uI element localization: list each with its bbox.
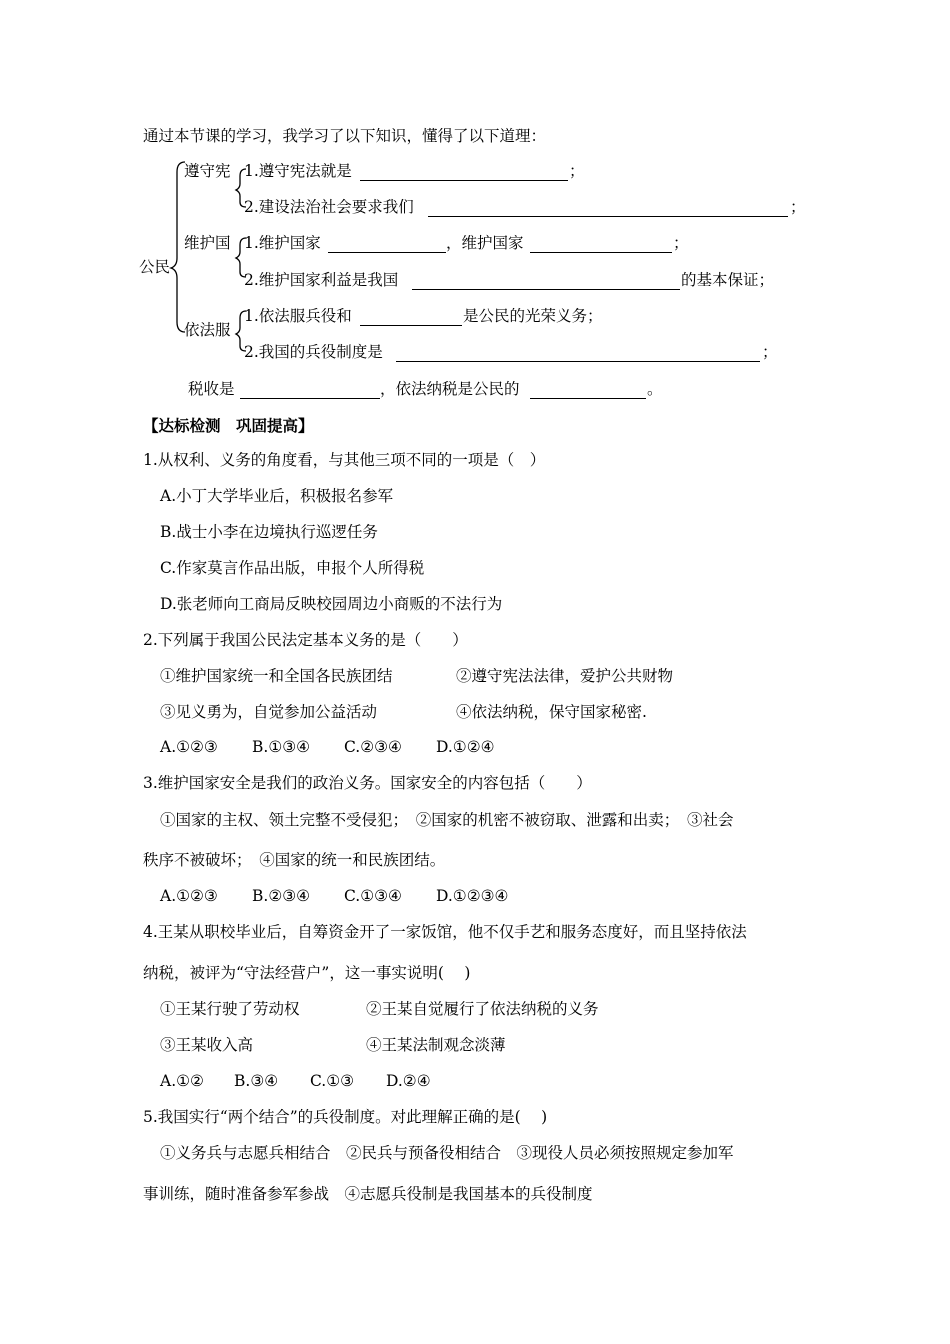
question-2-choice-c[interactable]: C.②③④ [344,738,402,756]
branch2-item1-tail: ； [673,234,689,252]
question-2-choice-b[interactable]: B.①③④ [252,738,311,756]
question-2-item-4: ④依法纳税，保守国家秘密. [456,703,647,721]
question-1-option-c[interactable]: C.作家莫言作品出版，申报个人所得税 [160,559,425,577]
question-5-stem: 5.我国实行“两个结合”的兵役制度。对此理解正确的是( ) [143,1108,548,1126]
question-2-item-3: ③见义勇为，自觉参加公益活动 [160,703,378,721]
branch1-item1-text: 1.遵守宪法就是 [244,162,352,180]
tax-tail: 。 [647,380,663,398]
section-title: 【达标检测 巩固提高】 [143,416,314,435]
question-2-stem: 2.下列属于我国公民法定基本义务的是（ ） [143,631,468,649]
blank-field[interactable] [360,325,462,326]
question-4-item-4: ④王某法制观念淡薄 [366,1036,506,1054]
branch1-item2-tail: ； [790,198,806,216]
question-4-stem-line1: 4.王某从职校毕业后，自筹资金开了一家饭馆，他不仅手艺和服务态度好，而且坚持依法 [143,923,747,941]
branch3-item2-tail: ； [762,343,778,361]
branch3-item1-text: 1.依法服兵役和 [244,307,352,325]
branch1-item1-tail: ； [569,162,585,180]
branch2-item1-mid: ，维护国家 [446,234,524,252]
question-1-option-d[interactable]: D.张老师向工商局反映校园周边小商贩的不法行为 [160,595,503,613]
branch-label-1: 遵守宪 [184,162,231,180]
question-4-choice-d[interactable]: D.②④ [386,1072,431,1090]
branch-label-2: 维护国 [184,234,231,252]
blank-field[interactable] [530,252,672,253]
question-3-choice-a[interactable]: A.①②③ [160,887,218,905]
branch1-item2-text: 2.建设法治社会要求我们 [244,198,414,216]
question-3-choice-b[interactable]: B.②③④ [252,887,311,905]
blank-field[interactable] [530,398,646,399]
question-3-stem: 3.维护国家安全是我们的政治义务。国家安全的内容包括（ ） [143,774,592,792]
question-3-items-line2: 秩序不被破坏； ④国家的统一和民族团结。 [143,851,446,869]
branch2-item1-text: 1.维护国家 [244,234,321,252]
question-4-choice-b[interactable]: B.③④ [234,1072,279,1090]
intro-text: 通过本节课的学习，我学习了以下知识，懂得了以下道理： [143,127,547,145]
summary-root: 公民 [139,258,171,276]
question-2-choice-a[interactable]: A.①②③ [160,738,218,756]
summary-brackets [0,0,950,400]
question-1-option-a[interactable]: A.小丁大学毕业后，积极报名参军 [160,487,394,505]
question-4-choice-a[interactable]: A.①② [160,1072,204,1090]
blank-field[interactable] [328,252,446,253]
question-4-item-2: ②王某自觉履行了依法纳税的义务 [366,1000,599,1018]
blank-field[interactable] [428,216,788,217]
blank-field[interactable] [412,289,680,290]
question-4-choice-c[interactable]: C.①③ [310,1072,355,1090]
branch3-item1-tail: 是公民的光荣义务； [463,307,603,325]
question-2-item-1: ①维护国家统一和全国各民族团结 [160,667,393,685]
question-1-option-b[interactable]: B.战士小李在边境执行巡逻任务 [160,523,378,541]
question-5-items-line1: ①义务兵与志愿兵相结合 ②民兵与预备役相结合 ③现役人员必须按照规定参加军 [160,1144,734,1162]
tax-text: 税收是 [188,380,235,398]
question-1-stem: 1.从权利、义务的角度看，与其他三项不同的一项是（ ） [143,451,546,469]
question-4-stem-line2: 纳税，被评为“守法经营户”，这一事实说明( ) [143,964,471,982]
question-3-items-line1: ①国家的主权、领土完整不受侵犯； ②国家的机密不被窃取、泄露和出卖； ③社会 [160,811,734,829]
branch3-item2-text: 2.我国的兵役制度是 [244,343,383,361]
question-2-choice-d[interactable]: D.①②④ [436,738,495,756]
question-3-choice-c[interactable]: C.①③④ [344,887,402,905]
blank-field[interactable] [240,398,380,399]
branch2-item2-text: 2.维护国家利益是我国 [244,271,399,289]
blank-field[interactable] [396,361,760,362]
blank-field[interactable] [360,180,568,181]
question-5-items-line2: 事训练，随时准备参军参战 ④志愿兵役制是我国基本的兵役制度 [143,1185,593,1203]
root-bracket [171,162,185,332]
question-2-item-2: ②遵守宪法法律，爱护公共财物 [456,667,674,685]
branch2-item2-tail: 的基本保证； [681,271,775,289]
question-4-item-1: ①王某行驶了劳动权 [160,1000,300,1018]
branch-label-3: 依法服 [184,321,231,339]
question-4-item-3: ③王某收入高 [160,1036,254,1054]
tax-mid: ，依法纳税是公民的 [380,380,520,398]
question-3-choice-d[interactable]: D.①②③④ [436,887,509,905]
